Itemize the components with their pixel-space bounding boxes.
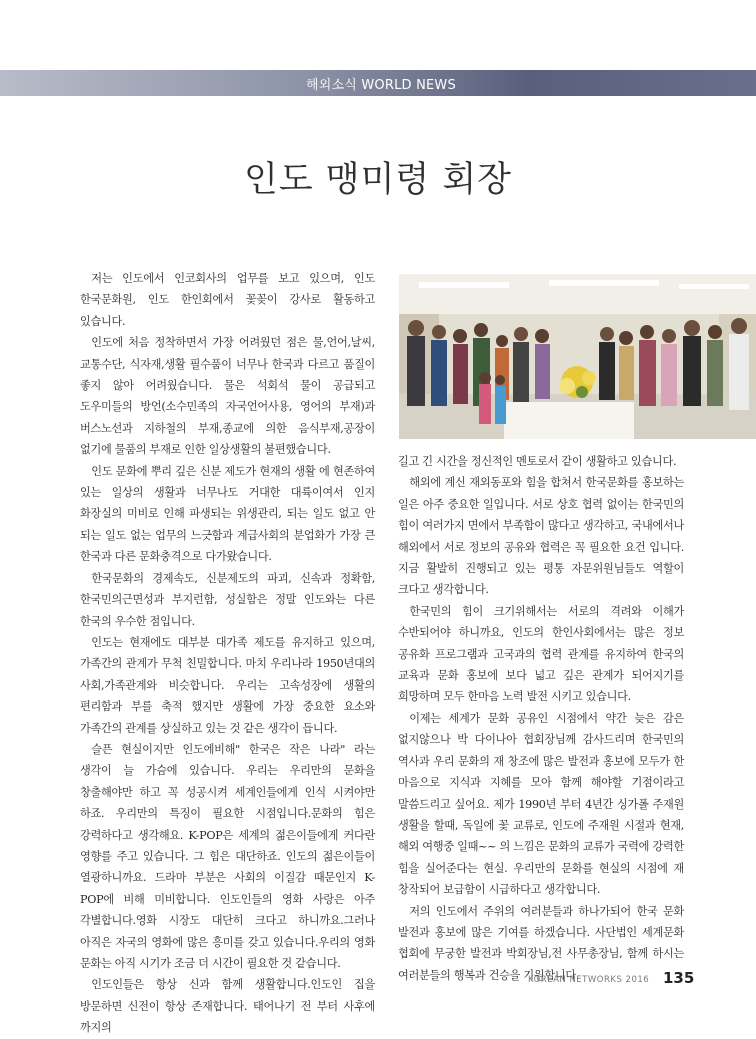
paragraph: 이제는 세계가 문화 공유인 시점에서 약간 늦은 감은 없지않으나 박 다이나아 협회장님께 감사드리며 한국민의 역사과 우리 문화의 재 창조에 많은 발전과 홍보에 모두가 한 마음으로 지식과 지혜를 모아 함께 해야할 기점이라고 말씀드리고 싶어요. 제가 1990년 부터 4년간 싱가폴 주재원 생활을 할때, 독일에 꽃 교류로, 인도에 주재원 시절과 현재,해외 여행중 일때~~ 의 느낌은 문화의 교류가 국력에 강력한 힘을 실어준다는 현실. 우리만의 문화를 현실의 시점에 재 창작되어 보급함이 시급하다고 생각합니다.	[398, 711, 684, 897]
paragraph: 인도는 현재에도 대부분 대가족 제도를 유지하고 있으며, 가족간의 관계가 무척 친밀합니다. 마치 우리나라 1950년대의 사회,가족관계와 비슷합니다. 우리는 고속성장에 생활의 편리함과 부를 축적 했지만 생활에 가장 중요한 요소와 가족간의 관계를 상실하고 있는 것 같은 생각이 듭니다.	[80, 635, 375, 735]
paragraph: 해외에 계신 재외동포와 힘을 합쳐서 한국문화를 홍보하는 일은 아주 중요한 일입니다. 서로 상호 협력 없이는 한국민의 힘이 여러가지 면에서 부족함이 많다고 생각하고, 국내에서나 해외에서 서로 정보의 공유와 협력은 꼭 필요한 요건 입니다. 지금 활발히 진행되고 있는 평통 자문위원님들도 역할이 크다고 생각합니다.	[398, 476, 684, 597]
paragraph: 인도에 처음 정착하면서 가장 어려웠던 점은 물,언어,날씨, 교통수단, 식자재,생활 필수품이 너무나 한국과 다르고 품질이 좋지 않아 어려웠습니다. 물은 석회석 물이 공급되고 도우미들의 방언(소수민족의 자국언어사용, 영어의 부재)과 버스노선과 지하철의 부재,종교에 의한 음식부재,공장이 없기에 물품의 부재로 인한 일상생활의 불편했습니다.	[80, 336, 375, 457]
section-label: 해외소식 WORLD NEWS	[306, 78, 456, 93]
article-title: 인도 맹미령 회장	[244, 160, 512, 200]
article-column-right	[398, 451, 684, 986]
group-photo	[399, 274, 756, 439]
page-number: 135	[663, 969, 695, 987]
paragraph: 인도 문화에 뿌리 깊은 신분 제도가 현재의 생활 에 현존하여 있는 일상의 생활과 너무나도 거대한 대륙이여서 인지 화장실의 미비로 인해 파생되는 위생관리, 되는 일도 없고 안 되는 일도 없는 업무의 느긋함과 계급사회의 분업화가 가장 큰 한국과 다른 문화충격으로 다가왔습니다.	[80, 464, 375, 564]
article-column-left	[80, 268, 375, 1039]
paragraph: 길고 긴 시간을 정신적인 멘토로서 같이 생활하고 있습니다.	[398, 455, 677, 468]
paragraph: 저의 인도에서 주위의 여러분들과 하나가되어 한국 문화 발전과 홍보에 많은 기여를 하겠습니다. 사단법인 세계문화 협회에 무궁한 발전과 박회장님,전 사무총장님, 함께 하시는 여러분들의 행복과 건승을 기원합니다.	[398, 904, 684, 982]
section-header-band	[0, 70, 756, 96]
paragraph: 저는 인도에서 인코회사의 업무를 보고 있으며, 인도 한국문화원, 인도 한인회에서 꽃꽂이 강사로 활동하고 있습니다.	[80, 272, 375, 328]
paragraph: 인도인들은 항상 신과 함께 생활합니다.인도인 집을 방문하면 신전이 항상 존재합니다. 태어나기 전 부터 사후에 까지의	[80, 978, 375, 1035]
publication-name: KOREAN NETWORKS 2016	[528, 975, 650, 985]
paragraph: 한국문화의 경제속도, 신분제도의 파괴, 신속과 정확함, 한국민의근면성과 부지런함, 성실함은 정말 인도와는 다른 한국의 우수한 점입니다.	[80, 571, 375, 628]
paragraph: 슬픈 현실이지만 인도에비해" 한국은 작은 나라" 라는 생각이 늘 가슴에 있습니다. 우리는 우리만의 문화을 창출해야만 하고 꼭 성공시켜 세계인들에게 인식 시켜야만 하죠. 우리만의 특징이 필요한 시점입니다.문화의 힘은 강력하다고 생각해요. K-POP은 세계의 젊은이들에게 커다란 영향를 주고 있습니다. 그 힘은 대단하죠. 인도의 젊은이들이 열광하니까요. 드라마 부분은 사회의 이질감 때문인지 K-POP에 비해 미비합니다. 인도인들의 영화 사랑은 아주 각별합니다.영화 시장도 대단히 크다고 하니까요.그러나 아직은 자국의 영화에 많은 흥미를 갖고 있습니다.우리의 영화 문화는 아직 시기가 조금 더 시간이 필요한 것 같습니다.	[80, 742, 375, 970]
paragraph: 한국민의 힘이 크기위해서는 서로의 격려와 이해가 수반되어야 하니까요, 인도의 한인사회에서는 많은 정보 공유화 프로그램과 고국과의 협력 관계를 유지하여 한국의 교육과 문화 홍보에 보다 넓고 깊은 관계가 되어지기를 희망하며 모두 한마음 노력 발전 시키고 있습니다.	[398, 604, 684, 704]
